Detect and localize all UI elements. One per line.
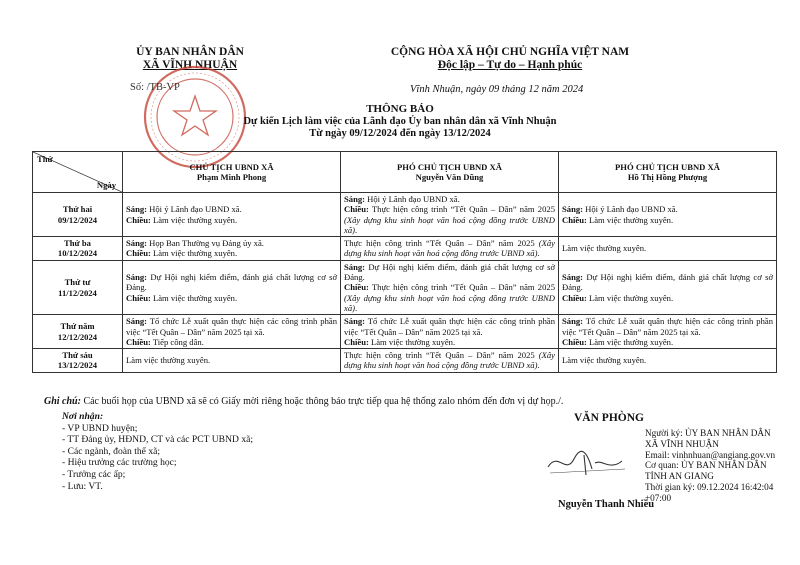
digital-sig-line: Cơ quan: ỦY BAN NHÂN DÂN <box>645 460 767 471</box>
schedule-cell <box>123 237 341 261</box>
recipients-label: Nơi nhận: <box>62 411 104 422</box>
table-row <box>33 193 777 237</box>
column-role: CHỦ TỊCH UBND XÃ <box>189 161 274 172</box>
corner-top-label: Thứ <box>37 154 53 164</box>
digital-sig-line: +07:00 <box>645 492 672 503</box>
title-period: Từ ngày 09/12/2024 đến ngày 13/12/2024 <box>309 128 491 139</box>
digital-sig-line: TỈNH AN GIANG <box>645 471 714 482</box>
schedule-entry: Chiều: Làm việc thường xuyên. <box>344 336 456 347</box>
schedule-entry: Thực hiện công trình “Tết Quân – Dân” năm 2025 (Xây dựng khu sinh hoạt văn hoá cộng đồng trước UBND xã). <box>344 238 555 259</box>
schedule-entry: Chiều: Thực hiện công trình “Tết Quân – Dân” năm 2025 (Xây dựng khu sinh hoạt văn hoá cộng đồng trước UBND xã). <box>344 204 555 235</box>
schedule-entry: Chiều: Làm việc thường xuyên. <box>562 214 674 225</box>
nation-line2: Độc lập – Tự do – Hạnh phúc <box>437 59 583 71</box>
corner-bottom-label: Ngày <box>96 179 116 190</box>
date: 10/12/2024 <box>57 248 98 259</box>
schedule-entry: Sáng: Hội ý Lãnh đạo UBND xã. <box>344 194 460 204</box>
place-date: Vĩnh Nhuận, ngày 09 tháng 12 năm 2024 <box>410 84 584 95</box>
recipients <box>62 411 253 492</box>
schedule-entry: Chiều: Làm việc thường xuyên. <box>126 248 238 259</box>
schedule-cell <box>559 260 777 314</box>
digital-sig-line: Email: vinhnhuan@angiang.gov.vn <box>645 449 776 460</box>
note-label: Ghi chú: <box>44 396 81 407</box>
table-row <box>33 349 777 373</box>
digital-sig-line: Thời gian ký: 09.12.2024 16:42:04 <box>645 481 774 492</box>
date: 11/12/2024 <box>58 287 97 298</box>
schedule-entry: Sáng: Tổ chức Lễ xuất quân thực hiện các công trình phần việc “Tết Quân – Dân” năm 2025 tại xã. <box>126 316 337 337</box>
day-cell <box>33 315 123 349</box>
schedule-entry: Sáng: Dự Hội nghị kiểm điểm, đánh giá chất lượng cơ sở Đảng. <box>126 272 337 293</box>
weekday: Thứ năm <box>60 321 95 332</box>
schedule-cell <box>123 260 341 314</box>
table-row <box>33 237 777 261</box>
recipient-item: - Trưởng các ấp; <box>62 468 126 480</box>
schedule-entry: Làm việc thường xuyên. <box>126 355 211 366</box>
column-header <box>559 152 777 193</box>
schedule-entry: Sáng: Hội ý Lãnh đạo UBND xã. <box>562 204 678 215</box>
weekday: Thứ sáu <box>62 350 93 361</box>
schedule-body <box>33 193 777 373</box>
title-subject: Dự kiến Lịch làm việc của Lãnh đạo Ủy ban nhân dân xã Vĩnh Nhuận <box>243 115 557 127</box>
date: 13/12/2024 <box>57 360 98 371</box>
org-line1: ỦY BAN NHÂN DÂN <box>136 46 244 58</box>
date: 09/12/2024 <box>57 214 98 225</box>
recipient-item: - TT Đảng ủy, HĐND, CT và các PCT UBND xã; <box>62 434 254 446</box>
schedule-cell <box>559 237 777 261</box>
day-cell <box>33 193 123 237</box>
digital-sig-line: XÃ VĨNH NHUẬN <box>645 438 719 449</box>
table-row <box>33 315 777 349</box>
column-role: PHÓ CHỦ TỊCH UBND XÃ <box>615 161 720 172</box>
schedule-entry: Chiều: Làm việc thường xuyên. <box>126 292 238 303</box>
schedule-cell <box>341 349 559 373</box>
day-cell <box>33 260 123 314</box>
schedule-entry: Sáng: Tổ chức Lễ xuất quân thực hiện các công trình phần việc “Tết Quân – Dân” năm 2025 tại xã. <box>344 316 555 337</box>
recipient-item: - Lưu: VT. <box>62 480 103 492</box>
schedule-entry: Thực hiện công trình “Tết Quân – Dân” năm 2025 (Xây dựng khu sinh hoạt văn hoá cộng đồng trước UBND xã). <box>344 350 555 371</box>
schedule-cell <box>123 349 341 373</box>
schedule-table <box>32 151 777 373</box>
office-label: VĂN PHÒNG <box>574 412 644 424</box>
column-header <box>341 152 559 193</box>
schedule-cell <box>341 315 559 349</box>
schedule-cell <box>559 315 777 349</box>
schedule-cell <box>123 193 341 237</box>
schedule-entry: Làm việc thường xuyên. <box>562 355 647 366</box>
recipient-item: - Các ngành, đoàn thể xã; <box>62 445 161 457</box>
schedule-cell <box>341 260 559 314</box>
column-person: Hồ Thị Hồng Phượng <box>627 172 708 182</box>
weekday: Thứ ba <box>64 238 91 249</box>
note <box>44 396 563 407</box>
schedule-entry: Chiều: Tiếp công dân. <box>126 336 204 347</box>
schedule-entry: Sáng: Họp Ban Thường vụ Đảng ủy xã. <box>126 238 264 249</box>
schedule-entry: Chiều: Làm việc thường xuyên. <box>126 214 238 225</box>
schedule-entry: Chiều: Thực hiện công trình “Tết Quân – Dân” năm 2025 (Xây dựng khu sinh hoạt văn hoá cộng đồng trước UBND xã). <box>344 282 555 313</box>
weekday: Thứ hai <box>62 204 93 215</box>
table-row <box>33 260 777 314</box>
day-cell <box>33 237 123 261</box>
schedule-entry: Sáng: Dự Hội nghị kiểm điểm, đánh giá chất lượng cơ sở Đảng. <box>344 261 555 283</box>
schedule-entry: Sáng: Dự Hội nghị kiểm điểm, đánh giá chất lượng cơ sở Đảng. <box>562 272 773 293</box>
column-person: Phạm Minh Phong <box>196 172 267 182</box>
note-text: Các buổi họp của UBND xã sẽ có Giấy mời riêng hoặc thông báo trực tiếp qua hệ thống zalo nhóm đến đơn vị dự họp./. <box>80 396 564 407</box>
schedule-entry: Sáng: Tổ chức Lễ xuất quân thực hiện các công trình phần việc “Tết Quân – Dân” năm 2025 tại xã. <box>562 316 773 337</box>
schedule-cell <box>341 193 559 237</box>
column-role: PHÓ CHỦ TỊCH UBND XÃ <box>397 161 502 172</box>
schedule-entry: Chiều: Làm việc thường xuyên. <box>562 336 674 347</box>
digital-sig-line: Người ký: ỦY BAN NHÂN DÂN <box>645 428 771 438</box>
org-line2: XÃ VĨNH NHUẬN <box>142 59 238 71</box>
nation-line1: CỘNG HÒA XÃ HỘI CHỦ NGHĨA VIỆT NAM <box>390 46 630 58</box>
date: 12/12/2024 <box>57 331 98 342</box>
schedule-entry: Chiều: Làm việc thường xuyên. <box>562 292 674 303</box>
schedule-cell <box>559 349 777 373</box>
day-cell <box>33 349 123 373</box>
schedule-cell <box>123 315 341 349</box>
schedule-entry: Sáng: Hội ý Lãnh đạo UBND xã. <box>126 204 242 215</box>
weekday: Thứ tư <box>64 277 91 288</box>
schedule-entry: Làm việc thường xuyên. <box>562 243 647 254</box>
national-motto <box>360 46 660 72</box>
title-main: THÔNG BÁO <box>366 103 434 115</box>
column-person: Nguyễn Văn Dũng <box>415 172 484 182</box>
recipient-item: - VP UBND huyện; <box>62 422 138 434</box>
digital-signature-info <box>645 428 795 504</box>
schedule-cell <box>341 237 559 261</box>
column-header <box>123 152 341 193</box>
signer-name: Nguyễn Thanh Nhiều <box>558 499 655 510</box>
corner-cell <box>33 152 123 193</box>
handwritten-signature-icon <box>540 445 630 480</box>
document-number: Số: /TB-VP <box>130 82 180 93</box>
notice-title <box>200 103 600 141</box>
schedule-cell <box>559 193 777 237</box>
table-header-row <box>33 152 777 193</box>
recipient-item: - Hiệu trưởng các trường học; <box>62 457 177 469</box>
